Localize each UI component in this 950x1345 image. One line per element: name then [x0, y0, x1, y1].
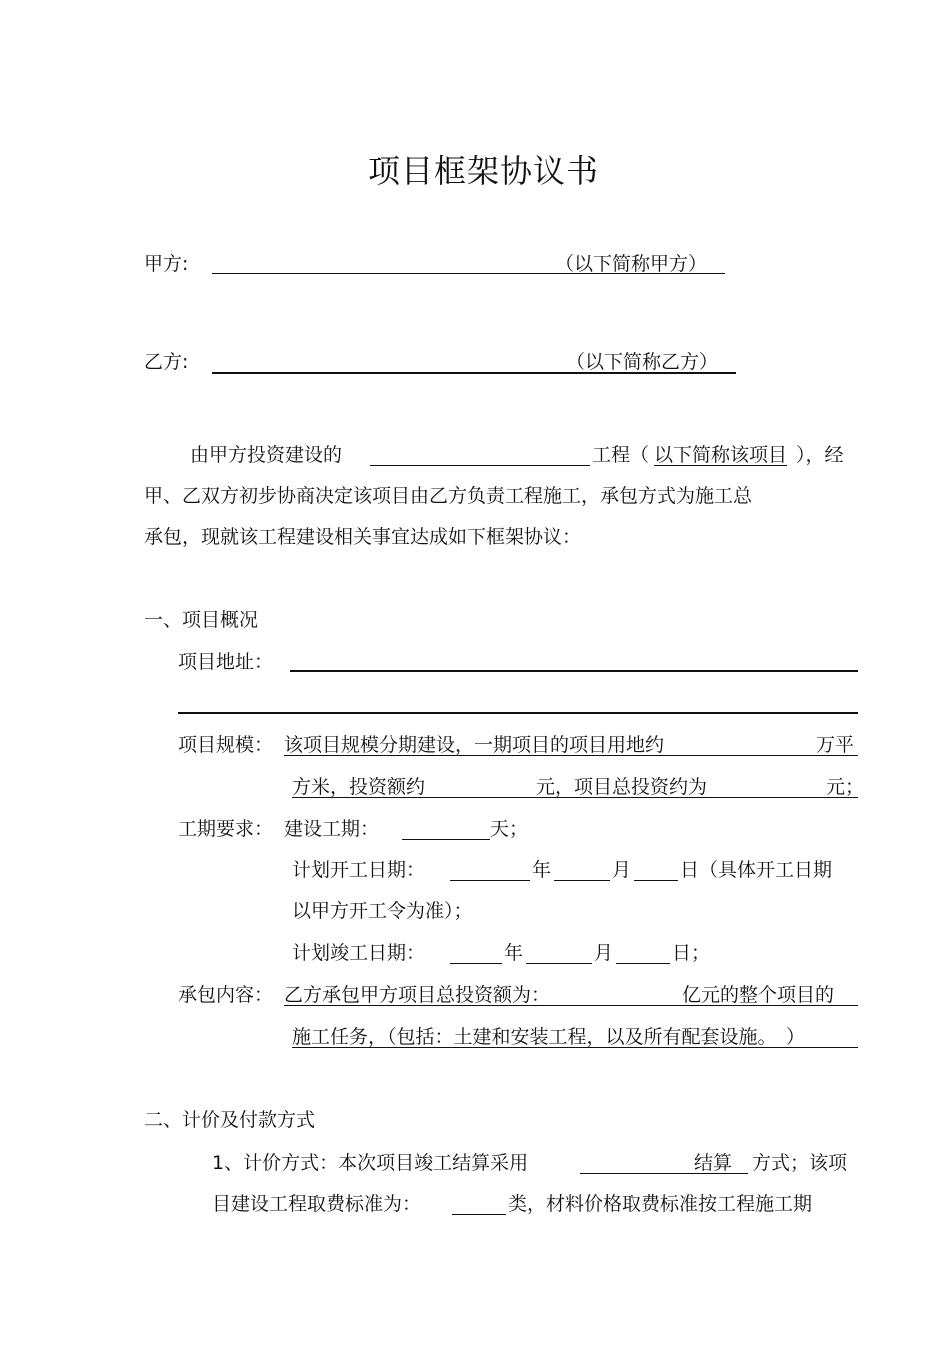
end-day-unit: 日； — [672, 942, 711, 964]
intro-line1-a: 由甲方投资建设的 — [190, 444, 343, 466]
scale-label: 项目规模： — [178, 734, 274, 756]
pricing-line1-c: 方式；该项 — [752, 1152, 848, 1174]
content-line2: 施工任务，（包括：土建和安装工程，以及所有配套设施。 ） — [292, 1026, 806, 1048]
section-2-heading: 二、计价及付款方式 — [144, 1109, 316, 1131]
scale-line2-c: 元； — [826, 776, 865, 798]
start-day-unit: 日（具体开工日期 — [680, 859, 833, 881]
address-blank-1 — [290, 670, 858, 672]
fee-class-blank — [452, 1214, 506, 1215]
end-date-label: 计划竣工日期： — [292, 942, 426, 964]
scale-line2-underline — [292, 797, 858, 798]
end-year-unit: 年 — [504, 942, 524, 964]
pricing-line2-a: 目建设工程取费标准为： — [212, 1193, 422, 1215]
scale-line1-a: 该项目规模分期建设，一期项目的项目用地约 — [284, 734, 665, 756]
start-month-unit: 月 — [612, 859, 632, 881]
end-month-unit: 月 — [594, 942, 614, 964]
content-line1-underline — [284, 1005, 858, 1006]
party-a-label: 甲方: — [144, 253, 189, 275]
start-month-blank — [554, 880, 610, 881]
period-line1-b: 天； — [490, 818, 529, 840]
start-day-blank — [634, 880, 678, 881]
start-date-label: 计划开工日期： — [292, 859, 426, 881]
content-line2-underline — [292, 1047, 858, 1048]
pricing-line2-b: 类，材料价格取费标准按工程施工期 — [508, 1193, 813, 1215]
start-year-unit: 年 — [532, 859, 552, 881]
period-line1-a: 建设工期： — [284, 818, 380, 840]
scale-line2-a: 方米，投资额约 — [292, 776, 426, 798]
party-a-suffix: （以下简称甲方） — [555, 253, 708, 275]
party-b-suffix: （以下简称乙方） — [566, 351, 719, 373]
section-1-heading: 一、项目概况 — [144, 609, 259, 631]
period-days-blank — [402, 839, 490, 840]
intro-line1-c: 以下简称该项目 — [654, 444, 788, 466]
period-label: 工期要求： — [178, 818, 274, 840]
end-year-blank — [450, 963, 502, 964]
intro-line2: 甲、乙双方初步协商决定该项目由乙方负责工程施工，承包方式为施工总 — [144, 485, 753, 507]
scale-line1-underline — [284, 755, 858, 756]
address-label: 项目地址： — [178, 651, 274, 673]
address-blank-2 — [178, 712, 858, 714]
intro-line3: 承包，现就该工程建设相关事宜达成如下框架协议： — [144, 526, 582, 548]
end-day-blank — [616, 963, 670, 964]
end-month-blank — [526, 963, 592, 964]
project-name-blank — [370, 465, 590, 466]
intro-line1-b: 工程（ — [592, 444, 650, 466]
scale-line2-b: 元，项目总投资约为 — [536, 776, 708, 798]
start-date-note: 以甲方开工令为准）； — [292, 900, 473, 922]
pricing-line1-a: 1、计价方式：本次项目竣工结算采用 — [212, 1152, 529, 1174]
scale-line1-b: 万平 — [816, 734, 855, 756]
page-title: 项目框架协议书 — [368, 152, 600, 190]
pricing-line1-b: 结算 — [694, 1152, 733, 1174]
party-b-label: 乙方: — [144, 351, 189, 373]
start-year-blank — [450, 880, 530, 881]
content-line1-a: 乙方承包甲方项目总投资额为： — [284, 984, 551, 1006]
intro-line1-d: ），经 — [796, 444, 844, 466]
content-label: 承包内容： — [178, 984, 274, 1006]
content-line1-b: 亿元的整个项目的 — [682, 984, 835, 1006]
